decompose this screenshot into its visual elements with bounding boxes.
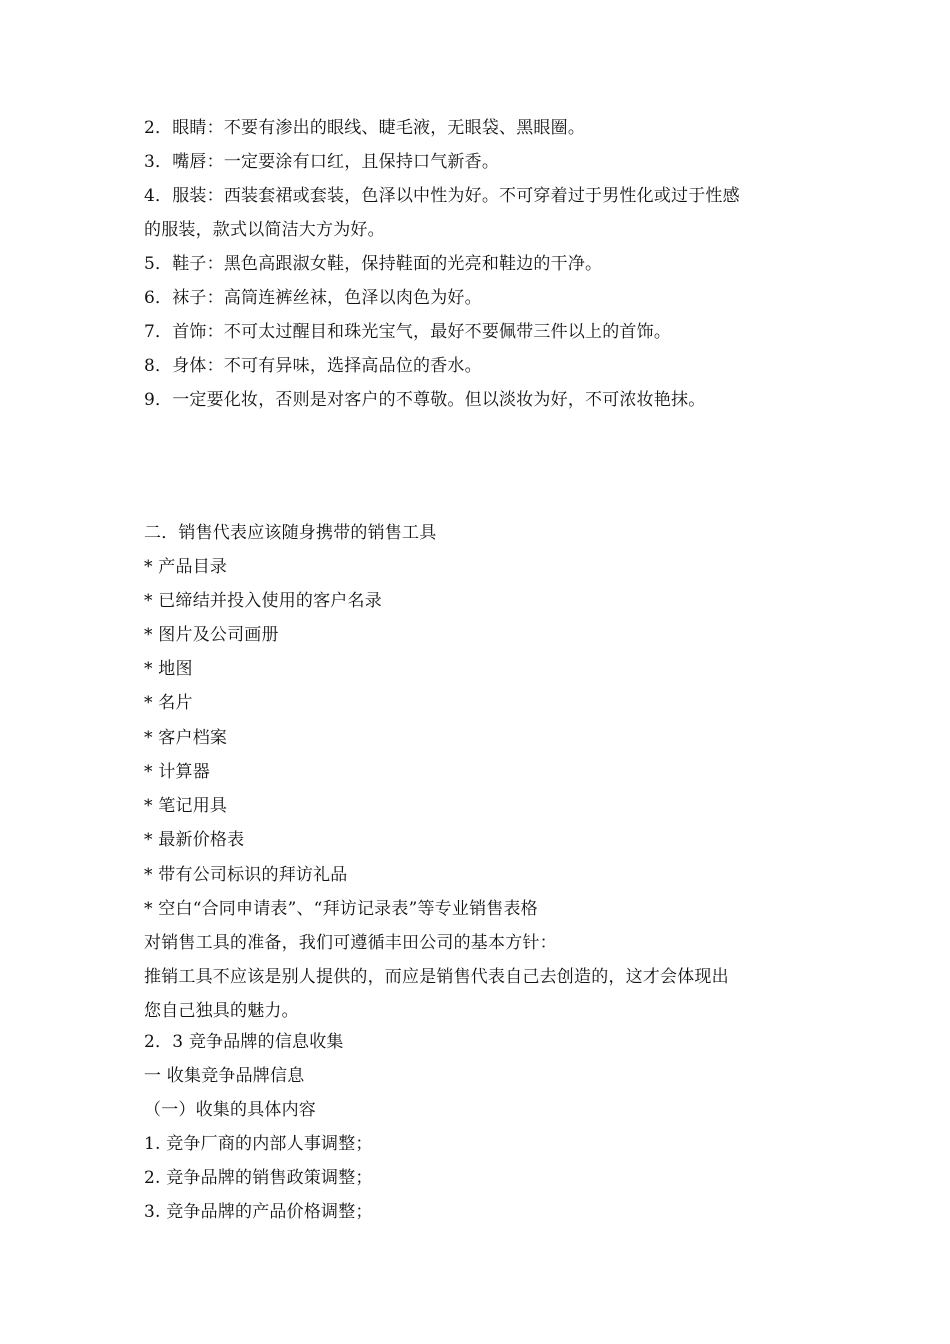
list-item: * 计算器 [144,762,210,782]
list-item: * 带有公司标识的拜访礼品 [144,865,348,885]
text-line: 8．身体：不可有异味，选择高品位的香水。 [144,356,482,376]
numbered-item: 1. 竞争厂商的内部人事调整； [144,1134,373,1154]
text-line: 6．袜子：高筒连裤丝袜，色泽以肉色为好。 [144,288,482,308]
text-line: 2．眼睛：不要有渗出的眼线、睫毛液，无眼袋、黑眼圈。 [144,118,586,138]
subsection-heading: （一）收集的具体内容 [144,1100,316,1120]
section-heading: 二．销售代表应该随身携带的销售工具 [144,523,437,543]
text-line: 您自己独具的魅力。 [144,1001,299,1021]
section-heading: 2．3 竞争品牌的信息收集 [144,1032,344,1052]
text-line: 的服装，款式以简洁大方为好。 [144,220,385,240]
text-line: 9．一定要化妆，否则是对客户的不尊敬。但以淡妆为好，不可浓妆艳抹。 [144,390,706,410]
list-item: * 产品目录 [144,557,228,577]
list-item: * 空白“合同申请表”、“拜访记录表”等专业销售表格 [144,899,538,919]
text-line: 对销售工具的准备，我们可遵循丰田公司的基本方针： [144,933,557,953]
section-heading: 一 收集竞争品牌信息 [144,1066,305,1086]
list-item: * 客户档案 [144,728,228,748]
list-item: * 图片及公司画册 [144,625,279,645]
list-item: * 笔记用具 [144,796,228,816]
text-line: 5．鞋子：黑色高跟淑女鞋，保持鞋面的光亮和鞋边的干净。 [144,254,603,274]
text-line: 7．首饰：不可太过醒目和珠光宝气，最好不要佩带三件以上的首饰。 [144,322,672,342]
numbered-item: 3. 竞争品牌的产品价格调整； [144,1202,373,1222]
text-line: 3．嘴唇：一定要涂有口红，且保持口气新香。 [144,152,500,172]
text-line: 推销工具不应该是别人提供的，而应是销售代表自己去创造的，这才会体现出 [144,967,729,987]
list-item: * 最新价格表 [144,830,245,850]
list-item: * 已缔结并投入使用的客户名录 [144,591,382,611]
text-line: 4．服装：西装套裙或套装，色泽以中性为好。不可穿着过于男性化或过于性感 [144,186,740,206]
list-item: * 名片 [144,693,193,713]
list-item: * 地图 [144,659,193,679]
numbered-item: 2. 竞争品牌的销售政策调整； [144,1168,373,1188]
